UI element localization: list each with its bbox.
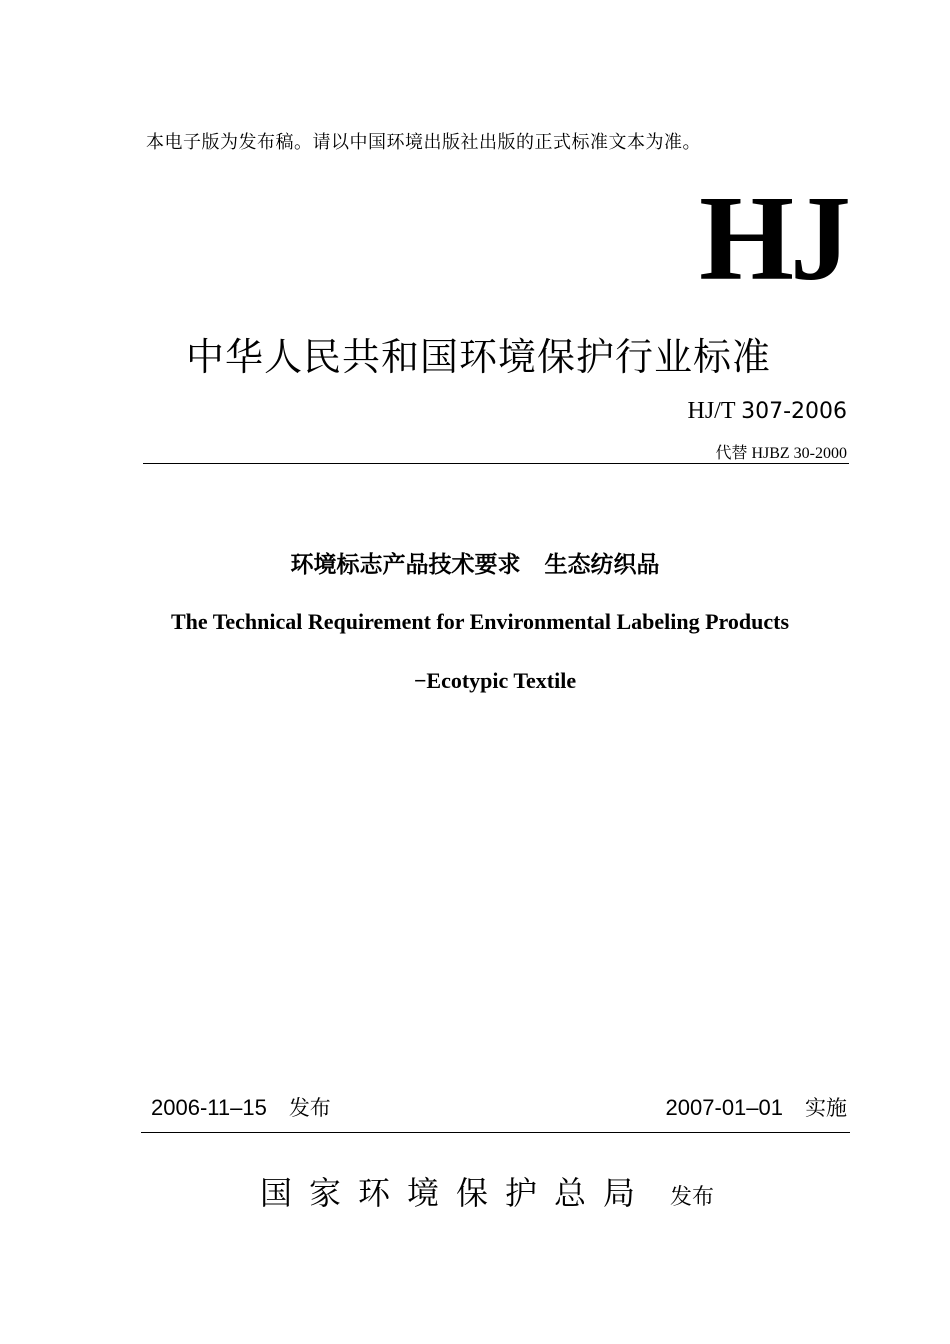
issue-label: 发布: [288, 1096, 331, 1120]
english-title-line1: The Technical Requirement for Environmental Labeling Products: [170, 609, 790, 634]
standard-prefix: HJ/T: [687, 398, 736, 424]
implementation-date-block: [666, 1092, 847, 1122]
implementation-date: 2007-01–01: [665, 1095, 783, 1120]
publisher-organization: 国家环境保护总局: [260, 1174, 653, 1212]
chinese-title: 环境标志产品技术要求 生态纺织品: [290, 552, 660, 578]
hj-standard-mark: HJ: [699, 171, 847, 306]
issue-date-block: [151, 1092, 331, 1122]
industry-standard-title: 中华人民共和国环境保护行业标准: [186, 335, 772, 379]
header-divider: [143, 463, 849, 464]
standard-number: [688, 398, 848, 425]
standard-code: 307-2006: [741, 399, 847, 424]
footer-divider: [141, 1132, 850, 1133]
publisher-label: 发布: [670, 1185, 715, 1210]
implementation-label: 实施: [805, 1096, 847, 1120]
publisher-block: [260, 1168, 714, 1214]
english-title-line2: −Ecotypic Textile: [413, 668, 577, 693]
release-notice: 本电子版为发布稿。请以中国环境出版社出版的正式标准文本为准。: [146, 132, 701, 153]
replaces-standard: 代替 HJBZ 30-2000: [715, 445, 847, 462]
issue-date: 2006-11–15: [151, 1095, 267, 1120]
